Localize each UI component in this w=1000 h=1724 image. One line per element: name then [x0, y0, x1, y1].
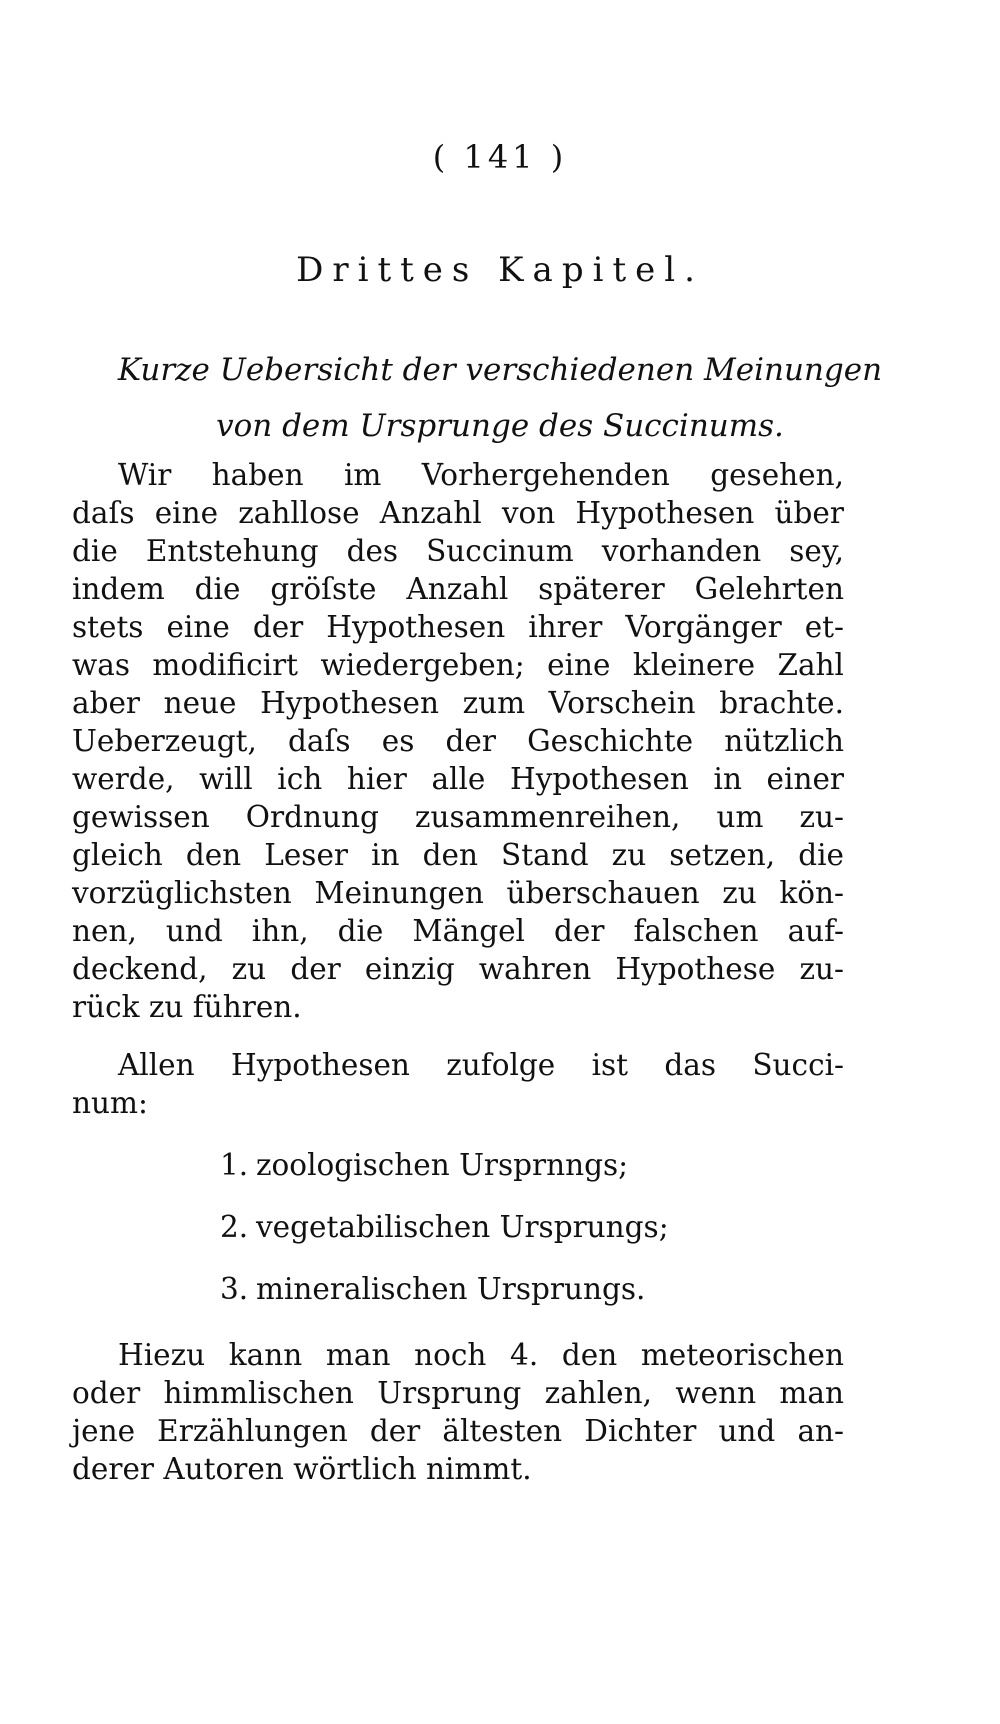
paragraph-line: Wir haben im Vorhergehenden gesehen, — [118, 458, 844, 492]
paragraph-line: derer Autoren wörtlich nimmt. — [72, 1452, 532, 1486]
paragraph-line: Allen Hypothesen zufolge ist das Succi- — [118, 1048, 844, 1082]
chapter-heading: Drittes Kapitel. — [296, 250, 704, 290]
list-item-number: 1. — [220, 1148, 249, 1182]
list-item — [220, 1272, 645, 1306]
chapter-subtitle-line: von dem Ursprunge des Succinums. — [216, 408, 784, 444]
paragraph-line: jene Erzählungen der ältesten Dichter und an- — [72, 1414, 844, 1448]
paragraph-line: aber neue Hypothesen zum Vorschein brachte. — [72, 686, 844, 720]
paragraph-line: oder himmlischen Ursprung zahlen, wenn man — [72, 1376, 844, 1410]
paragraph-line: vorzüglichsten Meinungen überschauen zu kön- — [72, 876, 844, 910]
list-item — [220, 1210, 669, 1244]
paragraph-line: rück zu führen. — [72, 990, 302, 1024]
paragraph-line: deckend, zu der einzig wahren Hypothese zu- — [72, 952, 844, 986]
list-item-text: zoologischen Ursprnngs; — [256, 1148, 629, 1182]
paragraph-line: indem die gröſste Anzahl späterer Gelehrten — [72, 572, 844, 606]
paragraph-line: was modificirt wiedergeben; eine kleinere Zahl — [72, 648, 844, 682]
page-number: ( 141 ) — [432, 138, 568, 176]
paragraph-line: gewissen Ordnung zusammenreihen, um zu- — [72, 800, 844, 834]
paragraph-line: werde, will ich hier alle Hypothesen in einer — [72, 762, 844, 796]
paragraph-line: Ueberzeugt, daſs es der Geschichte nützlich — [72, 724, 844, 758]
paragraph-line: Hiezu kann man noch 4. den meteorischen — [118, 1338, 844, 1372]
paragraph-line: nen, und ihn, die Mängel der falschen auf- — [72, 914, 844, 948]
chapter-subtitle-line: Kurze Uebersicht der verschiedenen Meinungen — [117, 352, 883, 388]
list-item-number: 2. — [220, 1210, 249, 1244]
paragraph-line: die Entstehung des Succinum vorhanden sey, — [72, 534, 844, 568]
paragraph-line: stets eine der Hypothesen ihrer Vorgänger et- — [72, 610, 844, 644]
paragraph-line: gleich den Leser in den Stand zu setzen, die — [72, 838, 844, 872]
list-item — [220, 1148, 628, 1182]
paragraph-line: num: — [72, 1086, 148, 1120]
list-item-text: vegetabilischen Ursprungs; — [256, 1210, 669, 1244]
paragraph-line: daſs eine zahllose Anzahl von Hypothesen über — [72, 496, 844, 530]
list-item-number: 3. — [220, 1272, 249, 1306]
list-item-text: mineralischen Ursprungs. — [256, 1272, 646, 1306]
